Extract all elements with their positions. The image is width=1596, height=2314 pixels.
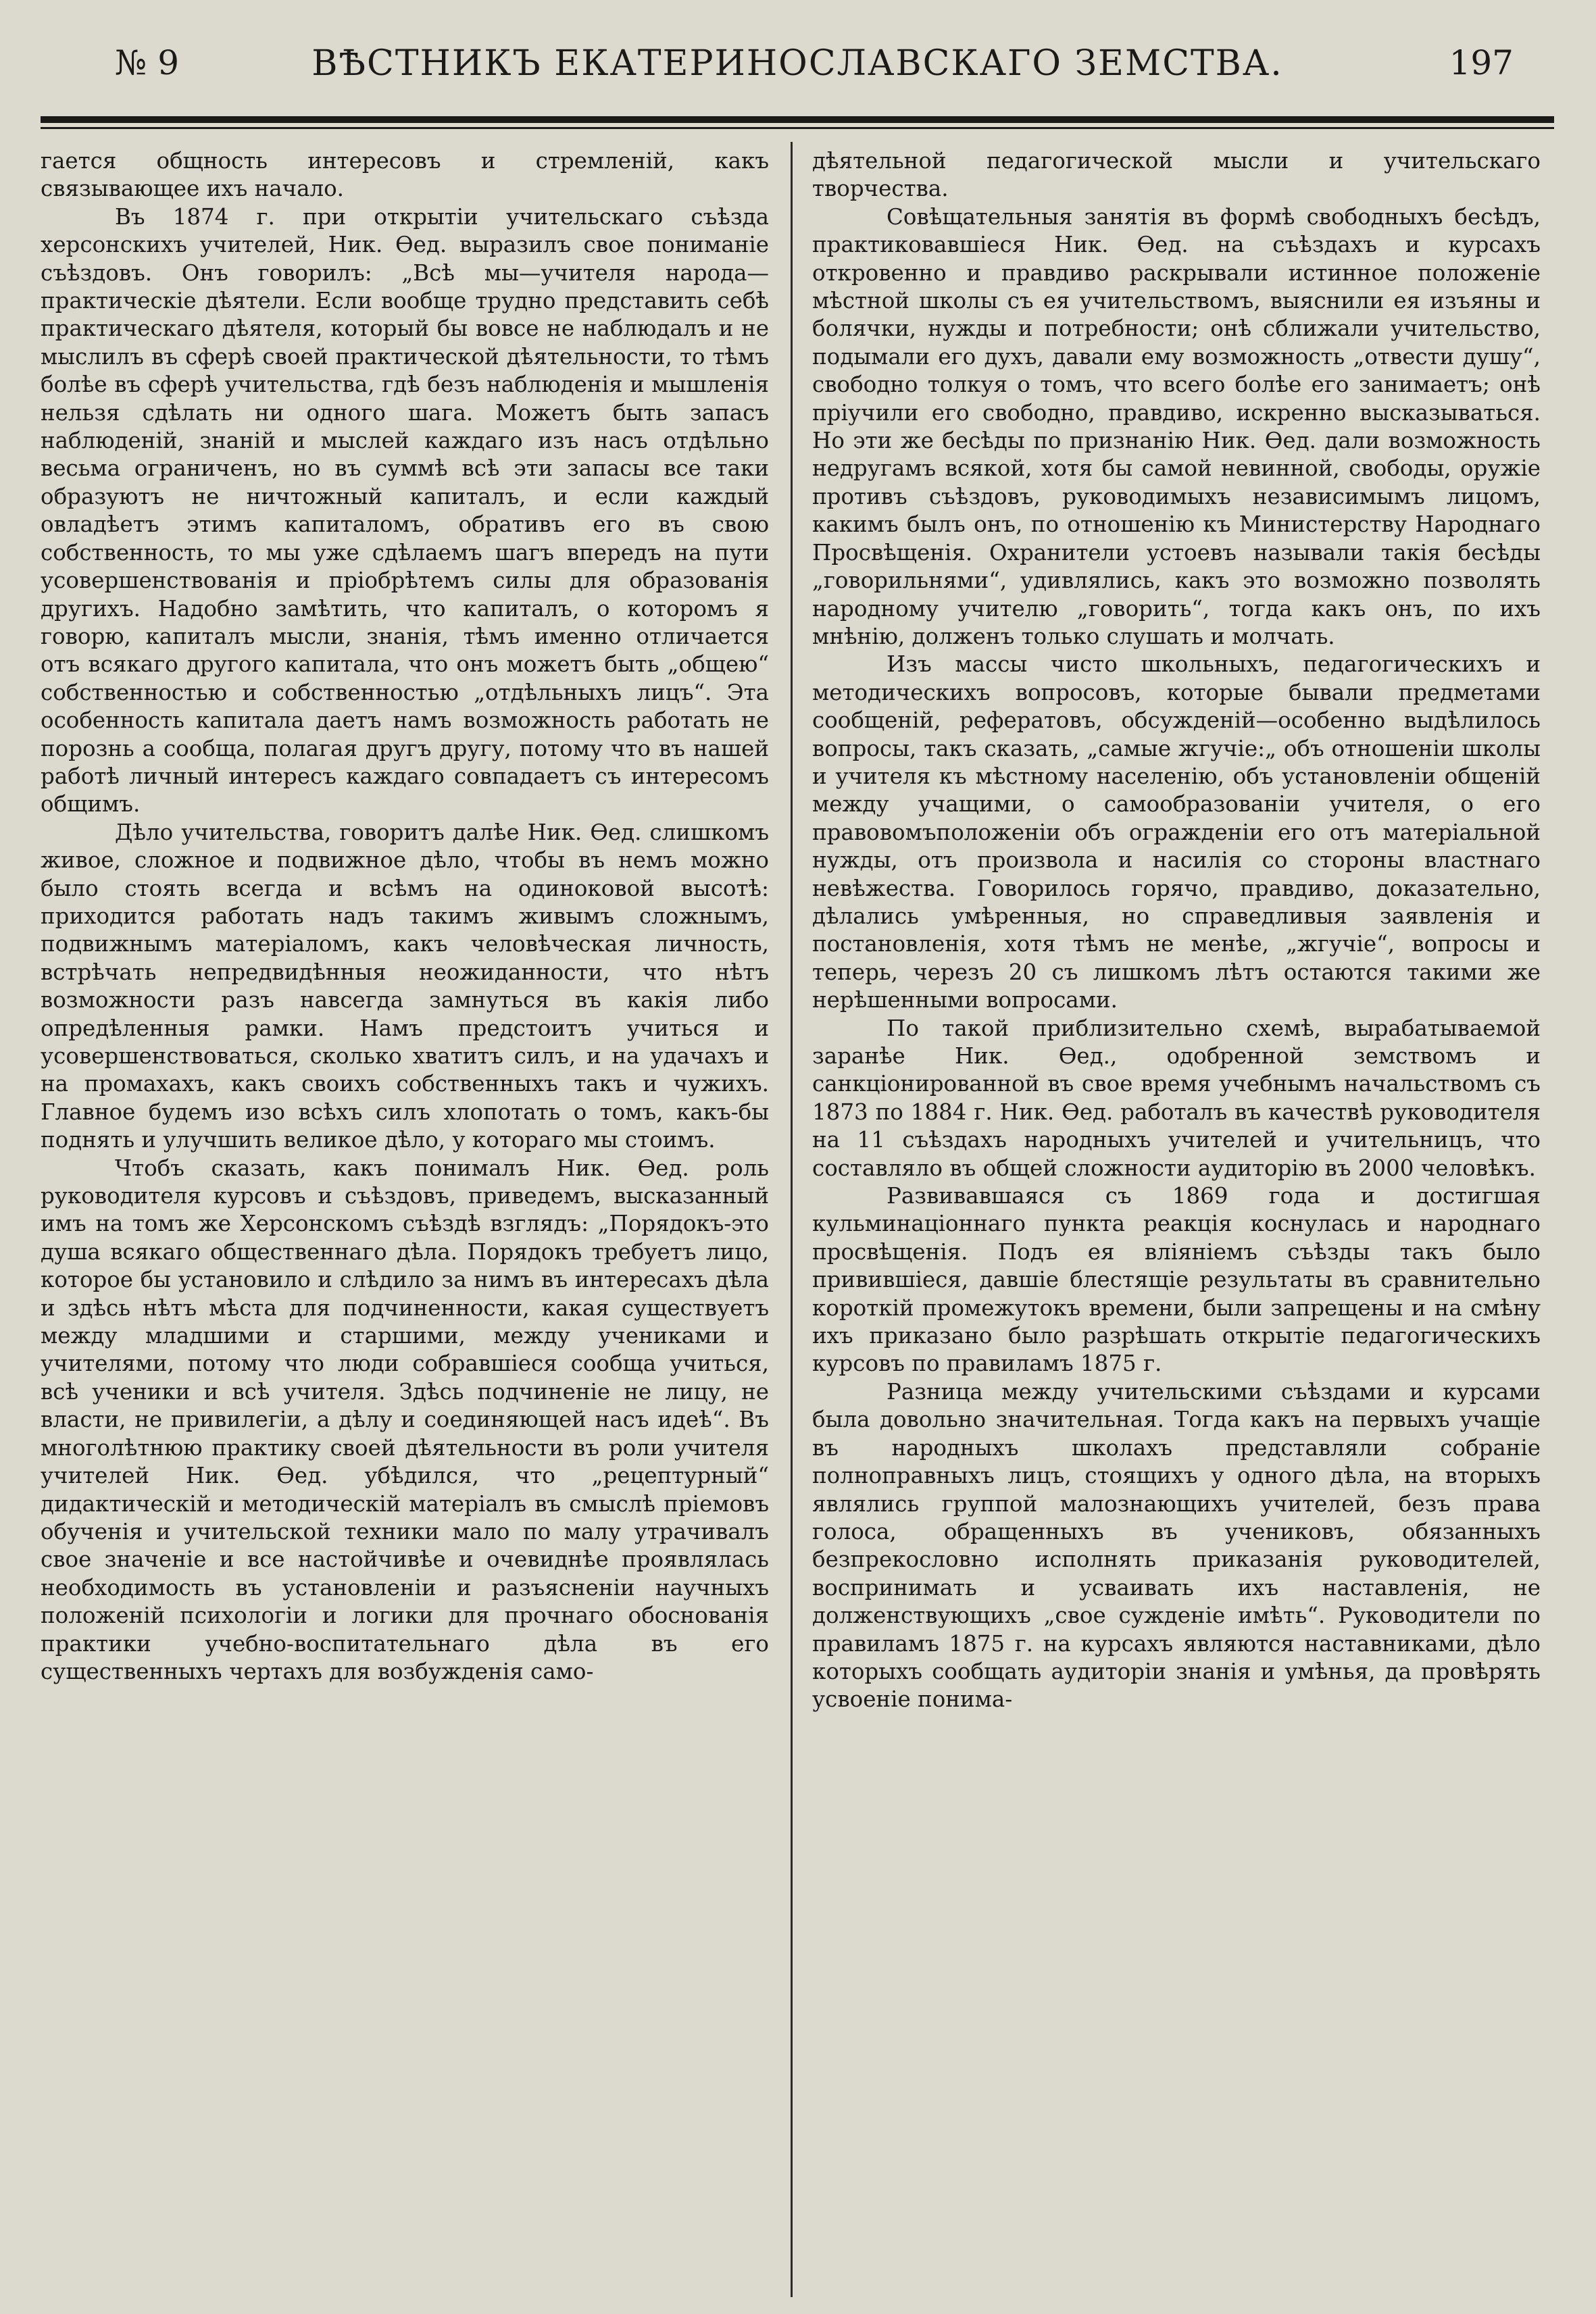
header-rule-thick [41, 116, 1554, 123]
right-column [812, 147, 1541, 2296]
paragraph: Въ 1874 г. при открытіи учительскаго съѣзда херсонскихъ учителей, Ник. Ѳед. выразилъ свое пониманіе съѣздовъ. Онъ говорилъ: „Всѣ мы—учителя народа—практическіе дѣятели. Если вообще трудно представить себѣ практическаго дѣятеля, который бы вовсе не наблюдалъ и не мыслилъ въ сферѣ своей практической дѣятельности, то тѣмъ болѣе въ сферѣ учительства, гдѣ безъ наблюденія и мышленія нельзя сдѣлать ни одного шага. Можетъ быть запасъ наблюденій, знаній и мыслей каждаго изъ насъ отдѣльно весьма ограниченъ, но въ суммѣ всѣ эти запасы все таки образуютъ не ничтожный капиталъ, и если каждый овладѣетъ этимъ капиталомъ, обративъ его въ свою собственность, то мы уже сдѣлаемъ шагъ впередъ на пути усовершенствованія и пріобрѣтемъ силы для образованія другихъ. Надобно замѣтить, что капиталъ, о которомъ я говорю, капиталъ мысли, знанія, тѣмъ именно отличается отъ всякаго другого капитала, что онъ можетъ быть „общею“ собственностью и собственностью „отдѣльныхъ лицъ“. Эта особенность капитала даетъ намъ возможность работать не порознь а сообща, полагая другъ другу, потому что въ нашей работѣ личный интересъ каждаго совпадаетъ съ интересомъ общимъ. [41, 203, 769, 818]
paragraph: Дѣло учительства, говоритъ далѣе Ник. Ѳед. слишкомъ живое, сложное и подвижное дѣло, чтобы въ немъ можно было стоять всегда и всѣмъ на одиноковой высотѣ: приходится работать надъ такимъ живымъ сложнымъ, подвижнымъ матеріаломъ, какъ человѣческая личность, встрѣчать непредвидѣнныя неожиданности, что нѣтъ возможности разъ навсегда замнуться въ какія либо опредѣленныя рамки. Намъ предстоитъ учиться и усовершенствоваться, сколько хватитъ силъ, и на удачахъ и на промахахъ, какъ своихъ собственныхъ такъ и чужихъ. Главное будемъ изо всѣхъ силъ хлопотать о томъ, какъ-бы поднять и улучшить великое дѣло, у котораго мы стоимъ. [41, 819, 769, 1153]
paragraph: По такой приблизительно схемѣ, вырабатываемой заранѣе Ник. Ѳед., одобренной земствомъ и санкціонированной въ свое время учебнымъ начальствомъ съ 1873 по 1884 г. Ник. Ѳед. работалъ въ качествѣ руководителя на 11 съѣздахъ народныхъ учителей и учительницъ, что составляло въ общей сложности аудиторію въ 2000 человѣкъ. [812, 1015, 1541, 1181]
header-rule-thin [41, 127, 1554, 129]
paragraph: Разница между учительскими съѣздами и курсами была довольно значительная. Тогда какъ на первыхъ учащіе въ народныхъ школахъ представляли собраніе полноправныхъ лицъ, стоящихъ у одного дѣла, на вторыхъ являлись группой малознающихъ учителей, безъ права голоса, обращенныхъ въ учениковъ, обязанныхъ безпрекословно исполнять приказанія руководителей, воспринимать и усваивать ихъ наставленія, не долженствующихъ „свое сужденіе имѣть“. Руководители по правиламъ 1875 г. на курсахъ являются наставниками, дѣло которыхъ сообщать аудиторіи знанія и умѣнья, да провѣрять усвоеніе понима- [812, 1378, 1541, 1713]
paragraph: Развивавшаяся съ 1869 года и достигшая кульминаціоннаго пункта реакція коснулась и народнаго просвѣщенія. Подъ ея вліяніемъ съѣзды такъ было привившіеся, давшіе блестящіе результаты въ сравнительно короткій промежутокъ времени, были запрещены и на смѣну ихъ приказано было разрѣшать открытіе педагогическихъ курсовъ по правиламъ 1875 г. [812, 1183, 1541, 1377]
left-column [41, 147, 769, 2296]
paragraph: Изъ массы чисто школьныхъ, педагогическихъ и методическихъ вопросовъ, которые бывали предметами сообщеній, рефератовъ, обсужденій—особенно выдѣлилось вопросы, такъ сказать, „самые жгучіе:„ объ отношеніи школы и учителя къ мѣстному населенію, объ установленіи общеній между учащими, о самообразованіи учителя, о его правовомъположеніи объ огражденіи его отъ матеріальной нужды, отъ произвола и насилія со стороны властнаго невѣжества. Говорилось горячо, правдиво, доказательно, дѣлались умѣренныя, но справедливыя заявленія и постановленія, хотя тѣмъ не менѣе, „жгучіе“, вопросы и теперь, черезъ 20 съ лишкомъ лѣтъ остаются такими же нерѣшенными вопросами. [812, 651, 1541, 1013]
page-header [41, 27, 1554, 101]
paragraph: гается общность интересовъ и стремленій, какъ связывающее ихъ начало. [41, 148, 769, 202]
paragraph: Совѣщательныя занятія въ формѣ свободныхъ бесѣдъ, практиковавшіеся Ник. Ѳед. на съѣздахъ и курсахъ откровенно и правдиво раскрывали истинное положеніе мѣстной школы съ ея учительствомъ, выяснили ея изъяны и болячки, нужды и потребности; онѣ сближали учительство, подымали его духъ, давали ему возможность „отвести душу“, свободно толкуя о томъ, что всего болѣе его занимаетъ; онѣ пріучили его свободно, правдиво, искренно высказываться. Но эти же бесѣды по признанію Ник. Ѳед. дали возможность недругамъ всякой, хотя бы самой невинной, свободы, оружіе противъ съѣздовъ, руководимыхъ независимымъ лицомъ, какимъ былъ онъ, по отношенію къ Министерству Народнаго Просвѣщенія. Охранители устоевъ называли такія бесѣды „говорильнями“, удивлялись, какъ это возможно позволять народному учителю „говорить“, тогда какъ онъ, по ихъ мнѣнію, долженъ только слушать и молчать. [812, 203, 1541, 649]
paragraph: дѣятельной педагогической мысли и учительскаго творчества. [812, 148, 1541, 202]
page-number: 197 [1449, 43, 1514, 82]
issue-number: № 9 [115, 43, 180, 82]
column-divider [791, 142, 793, 2297]
publication-title: ВѢСТНИКЪ ЕКАТЕРИНОСЛАВСКАГО ЗЕМСТВА. [311, 43, 1283, 84]
paragraph: Чтобъ сказать, какъ понималъ Ник. Ѳед. роль руководителя курсовъ и съѣздовъ, приведемъ, высказанный имъ на томъ же Херсонскомъ съѣздѣ взглядъ: „Порядокъ-это душа всякаго общественнаго дѣла. Порядокъ требуетъ лицо, которое бы установило и слѣдило за нимъ въ интересахъ дѣла и здѣсь нѣтъ мѣста для подчиненности, какая существуетъ между младшими и старшими, между учениками и учителями, потому что люди собравшіеся сообща учиться, всѣ ученики и всѣ учителя. Здѣсь подчиненіе не лицу, не власти, не привилегіи, а дѣлу и соединяющей насъ идеѣ“. Въ многолѣтнюю практику своей дѣятельности въ роли учителя учителей Ник. Ѳед. убѣдился, что „рецептурный“ дидактическій и методическій матеріалъ въ смыслѣ пріемовъ обученія и учительской техники мало по малу утрачивалъ свое значеніе и все настойчивѣе и очевиднѣе проявлялась необходимость въ установленіи и разъясненіи научныхъ положеній психологіи и логики для прочнаго обоснованія практики учебно-воспитательнаго дѣла въ его существенныхъ чертахъ для возбужденія само- [41, 1155, 769, 1684]
